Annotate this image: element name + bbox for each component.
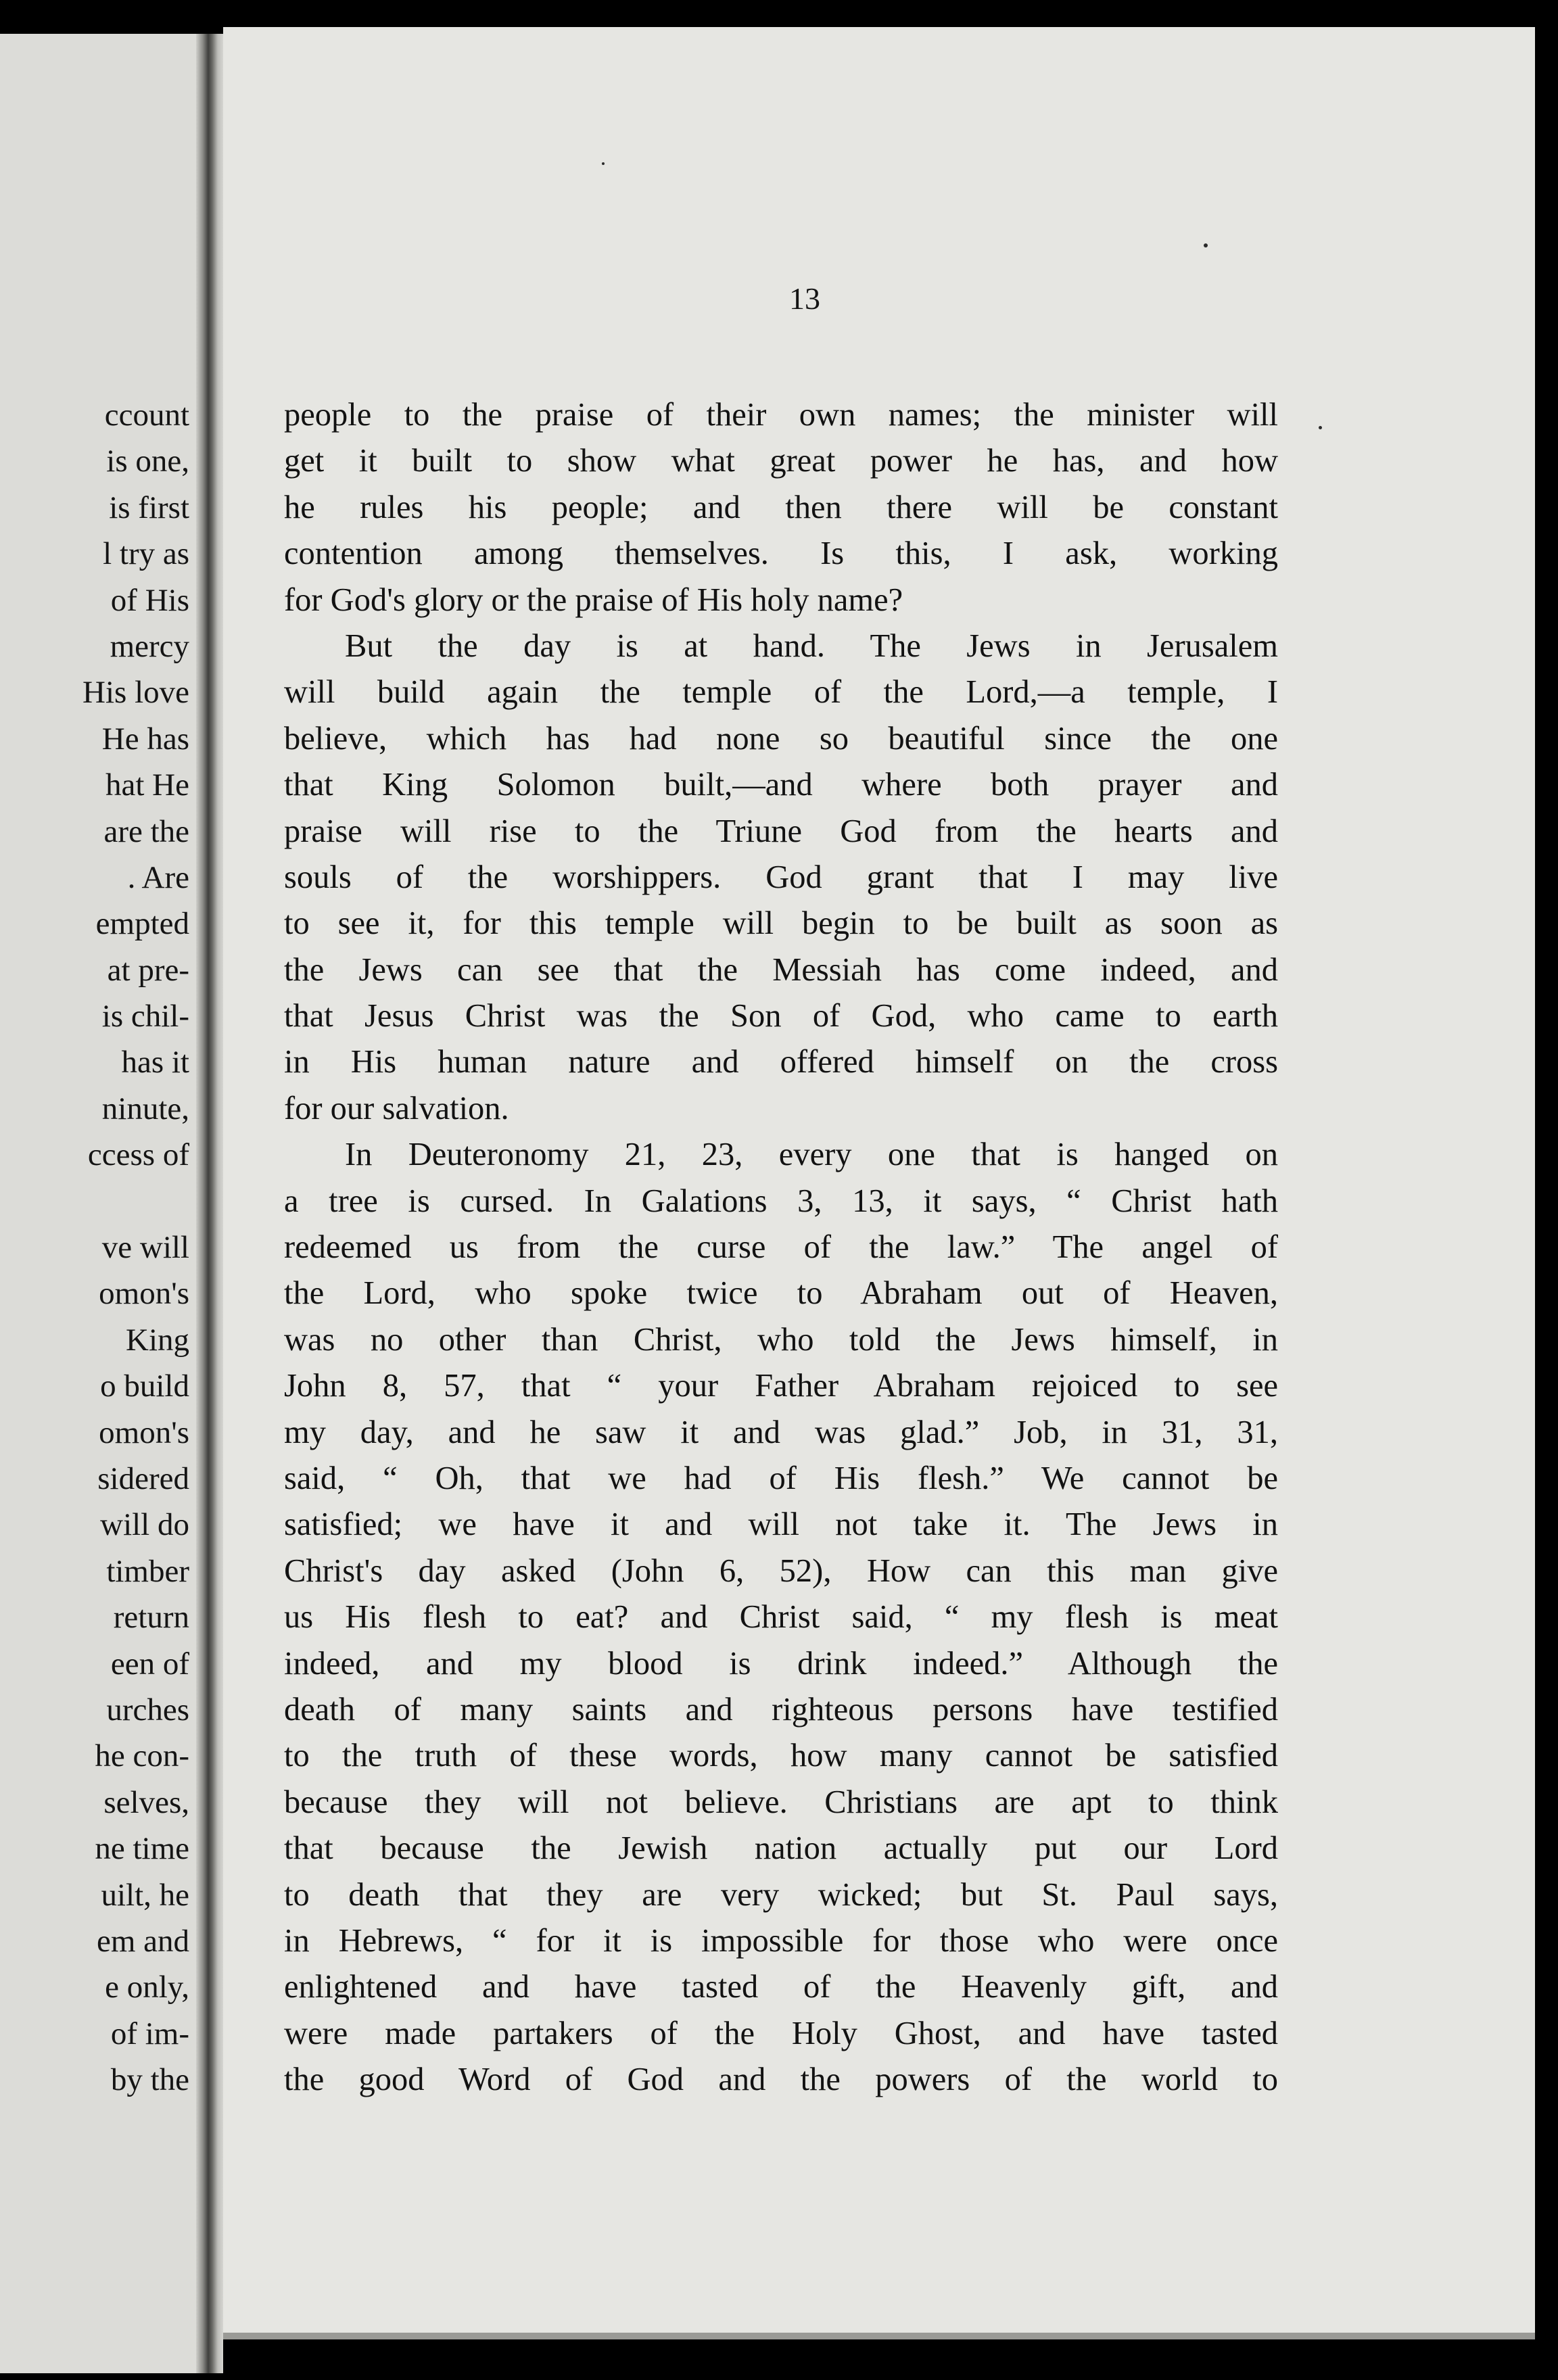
text-line: enlightened and have tasted of the Heavenly gift, and (284, 1969, 1278, 2005)
left-fragment: is chil- (101, 999, 189, 1034)
text-line: get it built to show what great power he has, and how (284, 443, 1278, 479)
text-line: that Jesus Christ was the Son of God, who came to earth (284, 998, 1278, 1034)
text-line: for God's glory or the praise of His holy name? (284, 581, 903, 618)
left-fragment: of His (110, 582, 189, 618)
scan-speck (602, 162, 605, 165)
left-fragment: mercy (110, 628, 189, 664)
text-line: John 8, 57, that “ your Father Abraham rejoiced to see (284, 1368, 1278, 1404)
text-line: were made partakers of the Holy Ghost, and have tasted (284, 2015, 1278, 2051)
body-text (284, 392, 1278, 2103)
left-fragment: His love (82, 675, 189, 711)
book-gutter (196, 34, 223, 2373)
text-line: a tree is cursed. In Galations 3, 13, it says, “ Christ hath (284, 1183, 1278, 1219)
left-fragment: empted (95, 906, 189, 942)
text-line: contention among themselves. Is this, I ask, working (284, 536, 1278, 572)
text-line: he rules his people; and then there will be constant (284, 489, 1278, 525)
text-line: because they will not believe. Christians are apt to think (284, 1784, 1278, 1820)
text-line: will build again the temple of the Lord,—a temple, I (284, 674, 1278, 711)
left-fragment: ve will (101, 1230, 189, 1266)
left-fragment: een of (110, 1646, 189, 1682)
left-fragment: em and (96, 1923, 189, 1959)
text-line: said, “ Oh, that we had of His flesh.” We cannot be (284, 1460, 1278, 1496)
page-number: 13 (789, 281, 820, 316)
text-line: indeed, and my blood is drink indeed.” Although the (284, 1645, 1278, 1682)
left-fragment: omon's (99, 1414, 189, 1450)
text-line: the Jews can see that the Messiah has come indeed, and (284, 951, 1278, 988)
text-line: for our salvation. (284, 1090, 509, 1126)
left-fragment: is first (109, 490, 189, 525)
text-line: my day, and he saw it and was glad.” Job, in 31, 31, (284, 1414, 1278, 1450)
paragraph-start-line: But the day is at hand. The Jews in Jerusalem (345, 627, 1278, 664)
scan-speck (1319, 426, 1322, 429)
scan-speck (1204, 243, 1208, 247)
left-fragment: ccount (104, 398, 189, 433)
left-fragment: . Are (127, 859, 189, 895)
text-line: to the truth of these words, how many cannot be satisfied (284, 1738, 1278, 1774)
text-line: in His human nature and offered himself on the cross (284, 1044, 1278, 1080)
text-line: Christ's day asked (John 6, 52), How can this man give (284, 1552, 1278, 1589)
left-fragment: he con- (95, 1738, 189, 1774)
left-fragment: will do (100, 1507, 189, 1543)
left-fragment: King (126, 1322, 189, 1358)
left-fragment: return (113, 1600, 189, 1636)
left-fragment: omon's (99, 1276, 189, 1312)
left-fragment: by the (110, 2062, 189, 2098)
text-line: redeemed us from the curse of the law.” The angel of (284, 1229, 1278, 1266)
text-line: satisfied; we have it and will not take it. The Jews in (284, 1506, 1278, 1543)
text-line: the Lord, who spoke twice to Abraham out of Heaven, (284, 1275, 1278, 1312)
left-page-text (0, 392, 189, 2103)
left-fragment: is one, (106, 444, 189, 479)
text-line: believe, which has had none so beautiful since the one (284, 720, 1278, 757)
text-line: in Hebrews, “ for it is impossible for those who were once (284, 1922, 1278, 1959)
text-line: that King Solomon built,—and where both prayer and (284, 767, 1278, 803)
left-fragment: uilt, he (101, 1877, 189, 1913)
text-line: people to the praise of their own names; the minister will (284, 397, 1278, 433)
left-fragment: has it (121, 1045, 189, 1080)
left-fragment: o build (100, 1368, 189, 1404)
paragraph-start-line: In Deuteronomy 21, 23, every one that is hanged on (345, 1137, 1278, 1173)
left-fragment: ninute, (101, 1091, 189, 1126)
text-line: to see it, for this temple will begin to be built as soon as (284, 905, 1278, 942)
left-fragment: ccess of (87, 1137, 189, 1173)
left-fragment: selves, (103, 1784, 189, 1820)
right-page (223, 27, 1535, 2339)
text-line: that because the Jewish nation actually put our Lord (284, 1830, 1278, 1867)
left-page-edge (0, 34, 196, 2373)
left-fragment: sidered (97, 1460, 189, 1496)
left-fragment: are the (103, 813, 189, 849)
left-fragment: of im- (110, 2016, 189, 2051)
left-fragment: ne time (95, 1831, 189, 1867)
left-fragment: He has (101, 721, 189, 757)
left-fragment: timber (106, 1553, 189, 1589)
text-line: the good Word of God and the powers of the world to (284, 2062, 1278, 2098)
left-fragment: hat He (105, 767, 189, 803)
left-fragment: at pre- (107, 952, 189, 988)
text-line: praise will rise to the Triune God from the hearts and (284, 813, 1278, 849)
left-fragment (0, 1179, 189, 1224)
left-fragment: urches (106, 1692, 189, 1728)
text-line: to death that they are very wicked; but St. Paul says, (284, 1876, 1278, 1913)
left-fragment: e only, (105, 1970, 189, 2005)
left-fragment: l try as (103, 536, 189, 572)
text-line: us His flesh to eat? and Christ said, “ my flesh is meat (284, 1599, 1278, 1636)
text-line: souls of the worshippers. God grant that I may live (284, 859, 1278, 895)
text-line: death of many saints and righteous persons have testified (284, 1691, 1278, 1728)
text-line: was no other than Christ, who told the Jews himself, in (284, 1321, 1278, 1358)
